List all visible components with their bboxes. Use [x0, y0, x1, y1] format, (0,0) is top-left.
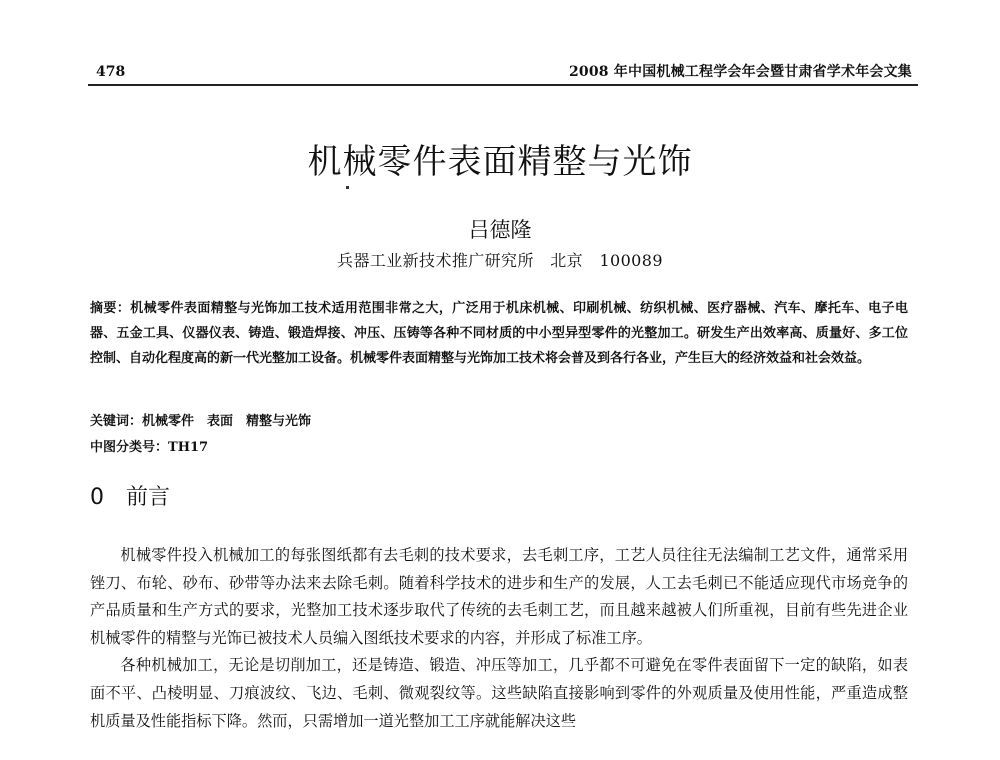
- keywords-text: 机械零件 表面 精整与光饰: [142, 414, 312, 429]
- body-paragraph-1: 机械零件投入机械加工的每张图纸都有去毛刺的技术要求，去毛刺工序，工艺人员往往无法编制工艺文件，通常采用锉刀、布轮、砂布、砂带等办法来去除毛刺。随着科学技术的进步和生产的发展，人工去毛刺已不能适应现代市场竞争的产品质量和生产方式的要求，光整加工技术逐步取代了传统的去毛刺工艺，而且越来越被人们所重视，目前有些先进企业机械零件的精整与光饰已被技术人员编入图纸技术要求的内容，并形成了标准工序。: [90, 546, 908, 647]
- classification-text: TH17: [168, 440, 209, 455]
- page-header: [88, 62, 918, 86]
- author-affiliation: 兵器工业新技术推广研究所 北京 100089: [337, 251, 663, 270]
- abstract-label: 摘要：: [90, 301, 131, 316]
- journal-name: 2008 年中国机械工程学会年会暨甘肃省学术年会文集: [568, 64, 912, 80]
- abstract: [90, 296, 908, 371]
- author-name: 吕德隆: [468, 218, 532, 242]
- decorative-dot: [346, 186, 349, 189]
- body-paragraph-2: 各种机械加工，无论是切削加工，还是铸造、锻造、冲压等加工，几乎都不可避免在零件表面留下一定的缺陷，如表面不平、凸棱明显、刀痕波纹、飞边、毛刺、微观裂纹等。这些缺陷直接影响到零件的外观质量及使用性能，严重造成整机质量及性能指标下降。然而，只需增加一道光整加工工序就能解决这些: [90, 656, 908, 730]
- abstract-text: 机械零件表面精整与光饰加工技术适用范围非常之大，广泛用于机床机械、印刷机械、纺织机械、医疗器械、汽车、摩托车、电子电器、五金工具、仪器仪表、铸造、锻造焊接、冲压、压铸等各种不同材质的中小型异型零件的光整加工。研发生产出效率高、质量好、多工位控制、自动化程度高的新一代光整加工设备。机械零件表面精整与光饰加工技术将会普及到各行各业，产生巨大的经济效益和社会效益。: [90, 301, 908, 366]
- section-title: 前言: [126, 485, 171, 510]
- paper-title: 机械零件表面精整与光饰: [307, 142, 693, 182]
- keywords: [90, 410, 908, 434]
- classification-number: [90, 436, 908, 460]
- keywords-label: 关键词：: [90, 414, 143, 429]
- section-heading: [90, 483, 170, 513]
- page-number: 478: [96, 64, 126, 80]
- classification-label: 中图分类号：: [90, 440, 169, 455]
- body-text: [90, 542, 908, 735]
- section-number: 0: [90, 485, 104, 510]
